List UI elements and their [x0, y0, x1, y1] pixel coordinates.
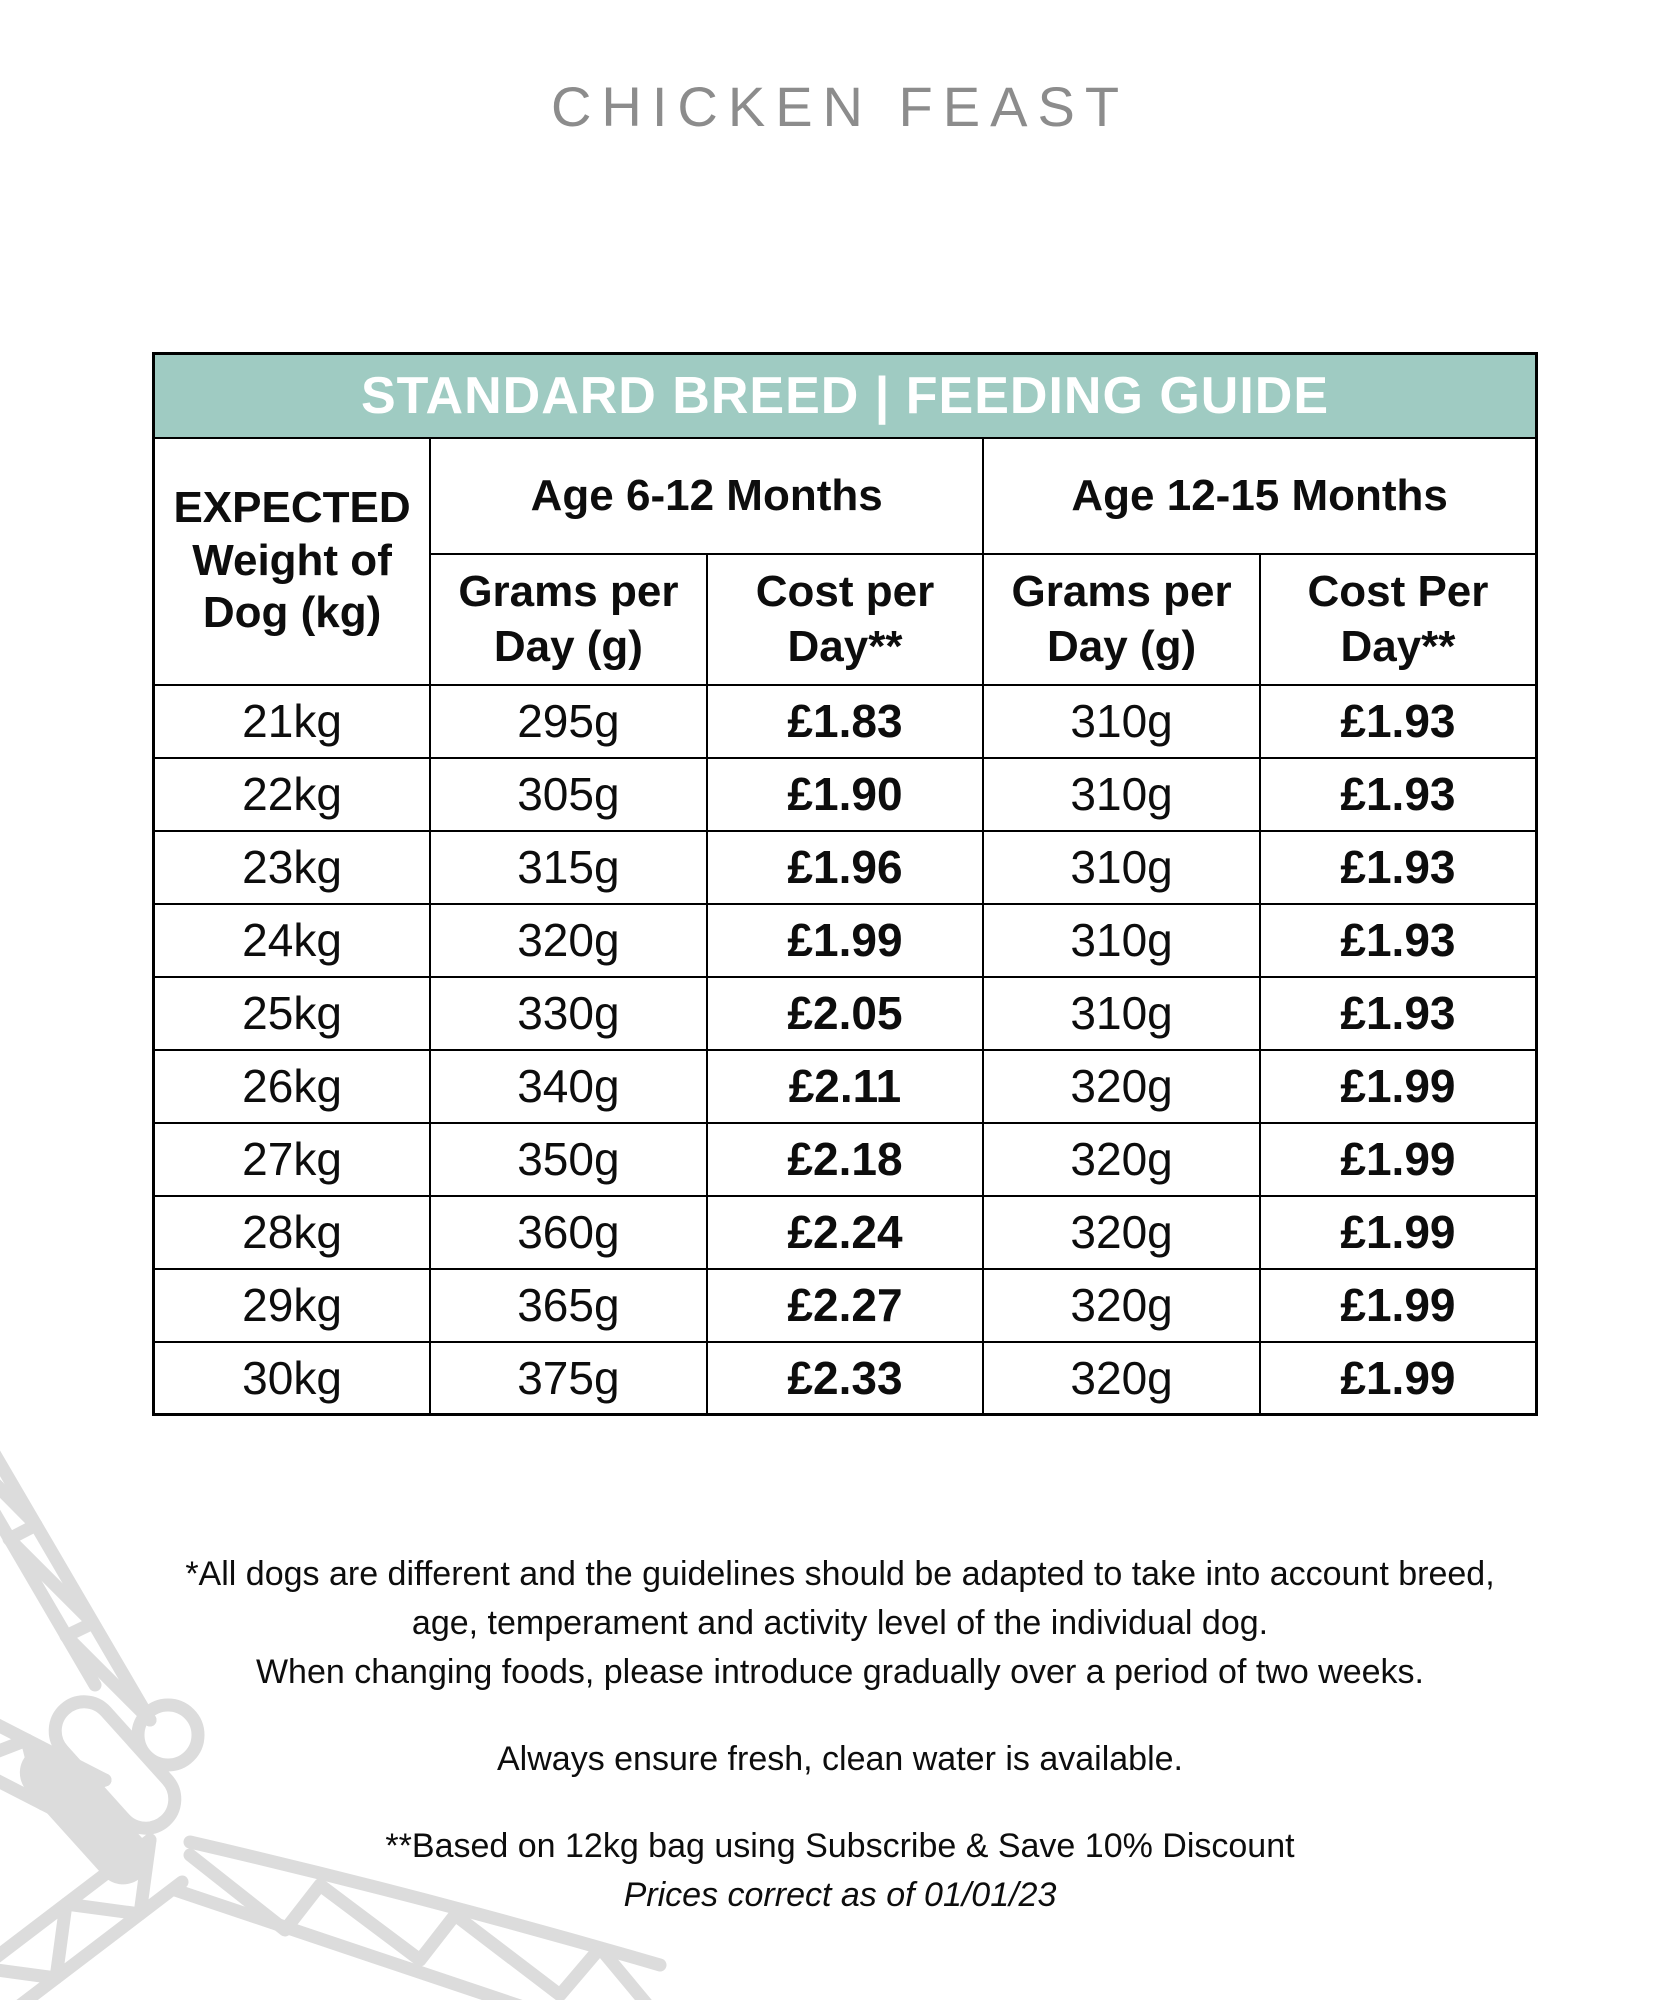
cost-12-15-cell: £1.93 [1260, 758, 1537, 831]
table-row [154, 1123, 1537, 1196]
grams-12-15-cell: 320g [983, 1050, 1260, 1123]
table-row [154, 1050, 1537, 1123]
table-row [154, 758, 1537, 831]
cost-12-15-cell: £1.93 [1260, 904, 1537, 977]
grams-6-12-cell: 350g [430, 1123, 707, 1196]
cost-6-12-cell: £2.27 [707, 1269, 984, 1342]
grams-12-15-cell: 310g [983, 758, 1260, 831]
table-row [154, 904, 1537, 977]
grams-12-15-cell: 310g [983, 904, 1260, 977]
cost-6-12-cell: £2.18 [707, 1123, 984, 1196]
cost-12-15-cell: £1.99 [1260, 1123, 1537, 1196]
cost-12-15-header: Cost Per Day** [1260, 554, 1537, 685]
weight-cell: 27kg [154, 1123, 431, 1196]
grams-6-12-cell: 360g [430, 1196, 707, 1269]
weight-column-header [154, 438, 431, 685]
weight-header-line: EXPECTED [173, 482, 411, 532]
table-row [154, 831, 1537, 904]
grams-12-15-header: Grams per Day (g) [983, 554, 1260, 685]
table-row [154, 685, 1537, 758]
grams-6-12-cell: 295g [430, 685, 707, 758]
cost-12-15-cell: £1.99 [1260, 1269, 1537, 1342]
footnote-line: **Based on 12kg bag using Subscribe & Save 10% Discount [385, 1827, 1295, 1865]
cost-6-12-cell: £1.96 [707, 831, 984, 904]
grams-6-12-cell: 330g [430, 977, 707, 1050]
footnotes [0, 1550, 1680, 1920]
grams-6-12-cell: 305g [430, 758, 707, 831]
weight-cell: 21kg [154, 685, 431, 758]
grams-12-15-cell: 320g [983, 1342, 1260, 1415]
page-title: CHICKEN FEAST [550, 75, 1130, 138]
age-group-6-12-header: Age 6-12 Months [430, 438, 983, 554]
cost-12-15-cell: £1.93 [1260, 831, 1537, 904]
weight-cell: 28kg [154, 1196, 431, 1269]
weight-header-line: Dog (kg) [202, 588, 382, 638]
grams-6-12-cell: 340g [430, 1050, 707, 1123]
feeding-guide-table [152, 352, 1538, 1416]
footnote-line: age, temperament and activity level of the individual dog. [411, 1604, 1269, 1642]
grams-12-15-cell: 320g [983, 1196, 1260, 1269]
cost-12-15-cell: £1.93 [1260, 685, 1537, 758]
weight-cell: 23kg [154, 831, 431, 904]
age-group-12-15-header: Age 12-15 Months [983, 438, 1536, 554]
footnote-line: When changing foods, please introduce gradually over a period of two weeks. [255, 1653, 1425, 1691]
grams-12-15-cell: 320g [983, 1269, 1260, 1342]
table-row [154, 1342, 1537, 1415]
grams-12-15-cell: 310g [983, 685, 1260, 758]
cost-12-15-cell: £1.99 [1260, 1196, 1537, 1269]
cost-6-12-cell: £2.33 [707, 1342, 984, 1415]
grams-12-15-cell: 310g [983, 977, 1260, 1050]
cost-12-15-cell: £1.99 [1260, 1342, 1537, 1415]
weight-cell: 22kg [154, 758, 431, 831]
weight-cell: 26kg [154, 1050, 431, 1123]
cost-6-12-cell: £2.11 [707, 1050, 984, 1123]
grams-12-15-cell: 320g [983, 1123, 1260, 1196]
weight-cell: 25kg [154, 977, 431, 1050]
grams-6-12-cell: 320g [430, 904, 707, 977]
table-banner: STANDARD BREED | FEEDING GUIDE [154, 354, 1537, 438]
cost-6-12-header: Cost per Day** [707, 554, 984, 685]
grams-6-12-cell: 375g [430, 1342, 707, 1415]
cost-6-12-cell: £1.99 [707, 904, 984, 977]
weight-cell: 30kg [154, 1342, 431, 1415]
cost-6-12-cell: £1.90 [707, 758, 984, 831]
cost-6-12-cell: £2.05 [707, 977, 984, 1050]
cost-6-12-cell: £1.83 [707, 685, 984, 758]
grams-6-12-cell: 365g [430, 1269, 707, 1342]
footnote-line: Prices correct as of 01/01/23 [623, 1876, 1057, 1914]
footnote-line: *All dogs are different and the guidelines should be adapted to take into account breed, [185, 1555, 1495, 1593]
table-row [154, 977, 1537, 1050]
footnote-line: Always ensure fresh, clean water is available. [497, 1740, 1183, 1778]
cost-12-15-cell: £1.99 [1260, 1050, 1537, 1123]
cost-12-15-cell: £1.93 [1260, 977, 1537, 1050]
weight-cell: 24kg [154, 904, 431, 977]
grams-6-12-cell: 315g [430, 831, 707, 904]
table-row [154, 1196, 1537, 1269]
grams-12-15-cell: 310g [983, 831, 1260, 904]
cost-6-12-cell: £2.24 [707, 1196, 984, 1269]
weight-header-line: Weight of [192, 535, 392, 585]
grams-6-12-header: Grams per Day (g) [430, 554, 707, 685]
table-row [154, 1269, 1537, 1342]
weight-cell: 29kg [154, 1269, 431, 1342]
